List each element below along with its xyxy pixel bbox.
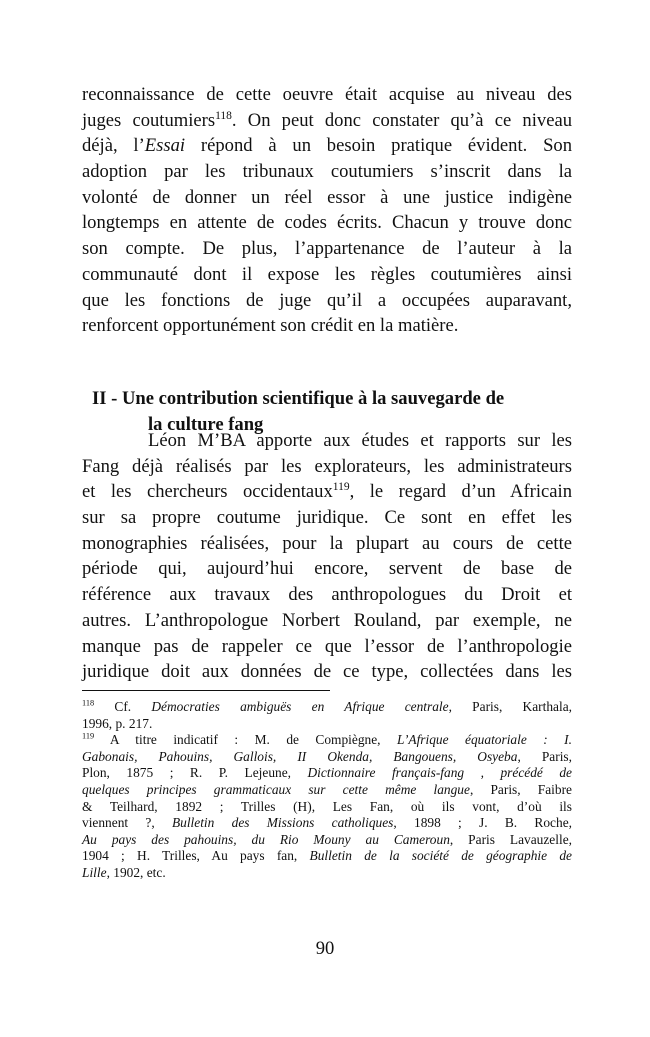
text-run: viennent ?,: [82, 815, 172, 831]
text-run: que les fonctions de juge qu’il a occupées auparavant,: [82, 289, 572, 311]
text-line: [82, 82, 572, 108]
text-run: Léon M’BA apporte aux études et rapports sur les: [148, 430, 572, 451]
italic-run: L’Afrique équatoriale : I.: [397, 732, 572, 748]
italic-run: Gabonais, Pahouins, Gallois, II Okenda, Bangouens, Osyeba: [82, 748, 518, 764]
footnote-separator: [82, 690, 330, 691]
italic-run: Démocraties ambiguës en Afrique centrale: [151, 699, 449, 714]
text-run: juges coutumiers: [82, 109, 216, 131]
italic-run: Bulletin des Missions catholiques: [171, 815, 394, 831]
text-line: [82, 313, 572, 339]
text-line: [82, 659, 572, 685]
text-run: autres. L’anthropologue Norbert Rouland, par exemple, ne: [82, 609, 572, 631]
footnote-line: [82, 815, 572, 832]
footnote-line: [82, 765, 572, 782]
text-line: [82, 582, 572, 608]
text-line: [82, 608, 572, 634]
text-run: manque pas de rappeler ce que l’essor de l’anthropologie: [82, 635, 572, 657]
text-line: [82, 185, 572, 211]
text-run: déjà, l’: [82, 135, 145, 157]
footnote-ref: 118: [82, 698, 95, 708]
text-run: sur sa propre coutume juridique. Ce sont en effet les: [82, 507, 572, 529]
footnote-line: [82, 716, 572, 733]
text-run: , le regard d’un Africain: [349, 481, 572, 503]
paragraph-2: [82, 428, 572, 685]
footnote-ref: 119: [332, 481, 350, 494]
heading-line-2: la culture fang: [148, 414, 264, 435]
italic-run: Dictionnaire français-fang , précédé de: [307, 765, 572, 781]
text-run: juridique doit aux données de ce type, collectées dans les: [82, 661, 572, 683]
text-run: Plon, 1875 ; R. P. Lejeune,: [82, 765, 308, 781]
text-run: Cf.: [94, 699, 152, 714]
text-run: période qui, aujourd’hui encore, servent de base de: [82, 558, 572, 580]
text-run: volonté de donner un réel essor à une justice indigène: [82, 186, 572, 208]
text-line: [82, 454, 572, 480]
text-line: [82, 505, 572, 531]
footnote-line: [82, 749, 572, 766]
italic-run: Essai: [144, 135, 186, 157]
text-run: 1996, p. 217.: [82, 715, 153, 731]
text-run: référence aux travaux des anthropologues du Droit et: [82, 584, 572, 606]
text-run: reconnaissance de cette oeuvre était acquise au niveau des: [82, 84, 572, 105]
text-run: , Paris,: [517, 748, 572, 764]
text-run: renforcent opportunément son crédit en la matière.: [82, 315, 459, 337]
footnote-line: [82, 799, 572, 816]
text-line: [82, 428, 572, 454]
heading-line-1: II - Une contribution scientifique à la sauvegarde de: [92, 388, 505, 409]
text-run: , Paris, Karthala,: [448, 699, 572, 714]
footnote-line: [82, 832, 572, 849]
text-run: A titre indicatif : M. de Compiègne,: [94, 732, 397, 748]
text-run: Fang déjà réalisés par les explorateurs, les administrateurs: [82, 455, 572, 477]
text-run: communauté dont il expose les règles coutumières ainsi: [82, 263, 572, 285]
text-run: longtemps en attente de codes écrits. Chacun y trouve donc: [82, 212, 572, 234]
text-run: 1904 ; H. Trilles, Au pays fan,: [82, 848, 310, 864]
text-run: adoption par les tribunaux coutumiers s’inscrit dans la: [82, 161, 572, 183]
text-run: , 1898 ; J. B. Roche,: [393, 815, 572, 831]
text-line: [82, 108, 572, 134]
text-line: [82, 159, 572, 185]
text-run: , Paris, Faibre: [469, 781, 572, 797]
text-line: [82, 556, 572, 582]
text-run: . On peut donc constater qu’à ce niveau: [231, 109, 572, 131]
footnote-line: [82, 732, 572, 749]
text-run: monographies réalisées, pour la plupart au cours de cette: [82, 532, 572, 554]
text-run: et les chercheurs occidentaux: [82, 481, 333, 503]
text-line: [82, 210, 572, 236]
text-line: [82, 479, 572, 505]
italic-run: Lille: [82, 864, 107, 880]
footnote-line: [82, 848, 572, 865]
text-line: [82, 262, 572, 288]
text-line: [82, 288, 572, 314]
footnote-line: [82, 782, 572, 799]
text-line: [82, 634, 572, 660]
footnote-line: [82, 699, 572, 716]
footnote-ref: 118: [215, 109, 232, 122]
text-run: répond à un besoin pratique évident. Son: [185, 135, 573, 157]
page-number: 90: [315, 938, 335, 959]
paragraph-1: [82, 82, 572, 339]
text-line: [82, 531, 572, 557]
italic-run: Au pays des pahouins, du Rio Mouny au Cameroun: [82, 831, 450, 847]
text-line: [82, 236, 572, 262]
text-run: , 1902, etc.: [106, 864, 166, 880]
italic-run: quelques principes grammaticaux sur cette même langue: [82, 781, 470, 797]
footnote-line: [82, 865, 572, 882]
text-line: [82, 133, 572, 159]
text-run: , Paris Lavauzelle,: [449, 831, 572, 847]
italic-run: Bulletin de la société de géographie de: [309, 848, 572, 864]
footnote-ref: 119: [82, 731, 95, 741]
footnotes: [82, 699, 572, 882]
text-run: son compte. De plus, l’appartenance de l’auteur à la: [82, 238, 572, 260]
text-run: & Teilhard, 1892 ; Trilles (H), Les Fan, où ils vont, d’où ils: [82, 798, 572, 814]
